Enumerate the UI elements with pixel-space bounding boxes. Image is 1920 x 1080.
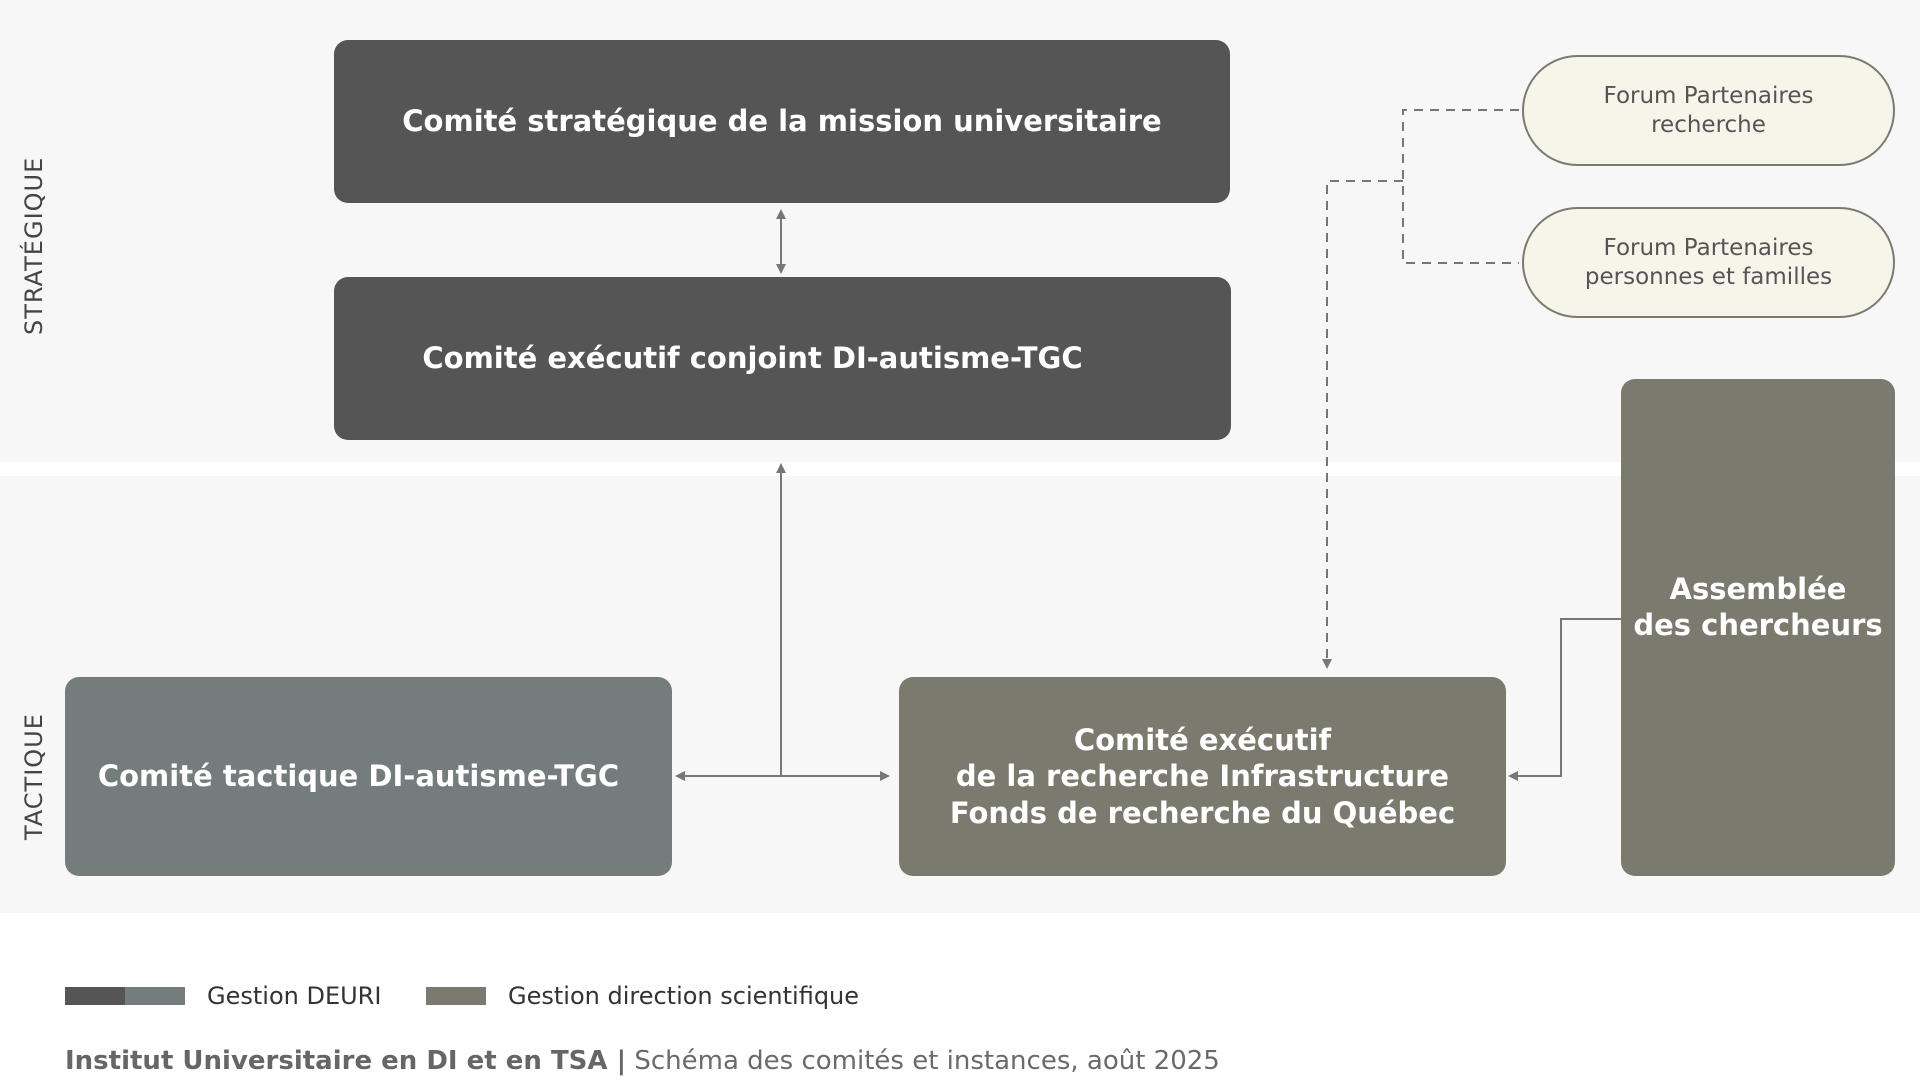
research-executive-committee-label: Comité exécutif de la recherche Infrastructure Fonds de recherche du Québec [949, 723, 1456, 830]
tactical-tier-label: TACTIQUE [20, 713, 48, 840]
footer-description: Schéma des comités et instances, août 2025 [626, 1046, 1220, 1076]
researchers-assembly-label: Assemblée des chercheurs [1633, 572, 1883, 643]
forum-research-dashed-connector [1403, 110, 1519, 263]
forum-research-partners-label: Forum Partenaires recherche [1603, 82, 1814, 138]
strategic-tier-label: STRATÉGIQUE [20, 156, 48, 335]
legend-swatch-scientific [426, 987, 486, 1005]
research-executive-committee-box [899, 677, 1506, 876]
joint-executive-committee-label: Comité exécutif conjoint DI-autisme-TGC [422, 341, 1083, 376]
tactical-committee-label: Comité tactique DI-autisme-TGC [97, 759, 620, 794]
joint-executive-committee-box [334, 277, 1231, 440]
tactical-committee-box [65, 677, 672, 876]
forums-to-research-committee-dashed-arrow [1327, 181, 1403, 667]
legend-swatch-deuri-dark [65, 987, 125, 1005]
forum-people-families-partners [1522, 207, 1895, 318]
legend-scientific-direction [426, 982, 859, 1010]
legend-deuri [65, 982, 381, 1010]
strategic-committee-box [334, 40, 1230, 203]
legend-swatch-deuri-slate [125, 987, 185, 1005]
legend-scientific-direction-label: Gestion direction scientifique [508, 982, 860, 1010]
legend-deuri-label: Gestion DEURI [207, 982, 382, 1010]
forum-research-partners [1522, 55, 1895, 166]
footer-institution: Institut Universitaire en DI et en TSA | [65, 1046, 627, 1076]
forum-people-families-partners-label: Forum Partenaires personnes et familles [1584, 234, 1833, 290]
footer-caption [65, 1046, 1220, 1076]
assembly-to-research-connector [1510, 619, 1621, 776]
researchers-assembly-box [1621, 379, 1895, 876]
strategic-committee-label: Comité stratégique de la mission universitaire [402, 104, 1162, 139]
